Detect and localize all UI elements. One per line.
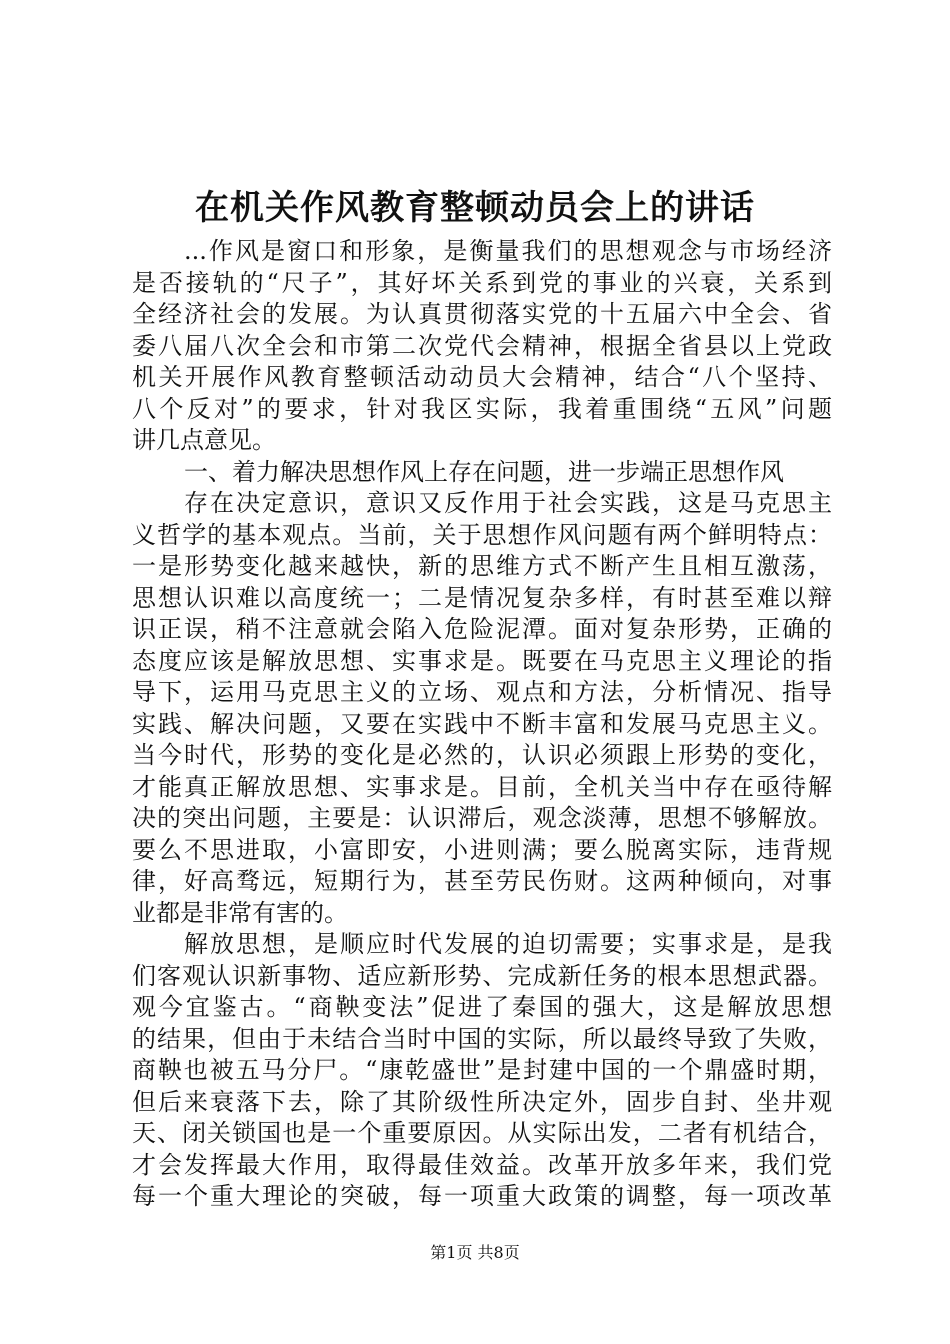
document-body	[132, 236, 832, 1213]
body-line: 思想认识难以高度统一；二是情况复杂多样，有时甚至难以辩	[132, 583, 832, 612]
body-line: 律，好高骛远，短期行为，甚至劳民伤财。这两种倾向，对事	[132, 867, 832, 895]
body-line: 商鞅也被五马分尸。“康乾盛世”是封建中国的一个鼎盛时期，	[132, 1056, 832, 1084]
section-heading: 一、着力解决思想作风上存在问题，进一步端正思想作风	[184, 457, 784, 486]
body-line: 要么不思进取，小富即安，小进则满；要么脱离实际，违背规	[132, 835, 832, 864]
body-line: 实践、解决问题，又要在实践中不断丰富和发展马克思主义。	[132, 709, 832, 738]
body-line: 才会发挥最大作用，取得最佳效益。改革开放多年来，我们党	[132, 1150, 832, 1179]
body-line: 每一个重大理论的突破，每一项重大政策的调整，每一项改革	[132, 1182, 832, 1210]
body-line: 态度应该是解放思想、实事求是。既要在马克思主义理论的指	[132, 646, 832, 675]
body-line: 天、闭关锁国也是一个重要原因。从实际出发，二者有机结合，	[132, 1119, 832, 1147]
body-line: 全经济社会的发展。为认真贯彻落实党的十五届六中全会、省	[132, 300, 832, 328]
body-line: 观今宜鉴古。“商鞅变法”促进了秦国的强大，这是解放思想	[132, 993, 832, 1021]
body-line: 讲几点意见。	[132, 426, 276, 454]
body-line: 八个反对”的要求，针对我区实际，我着重围绕“五风”问题	[132, 394, 832, 423]
body-line: 导下，运用马克思主义的立场、观点和方法，分析情况、指导	[132, 678, 832, 706]
body-line: 才能真正解放思想、实事求是。目前，全机关当中存在亟待解	[132, 772, 832, 801]
body-line: 解放思想，是顺应时代发展的迫切需要；实事求是，是我	[184, 930, 832, 958]
body-line: 业都是非常有害的。	[132, 898, 348, 927]
page-number-footer: 第1页 共8页	[430, 1243, 520, 1262]
body-line: 义哲学的基本观点。当前，关于思想作风问题有两个鲜明特点：	[132, 520, 832, 549]
body-line: 决的突出问题，主要是：认识滞后，观念淡薄，思想不够解放。	[132, 804, 832, 832]
body-line: 但后来衰落下去，除了其阶级性所决定外，固步自封、坐井观	[132, 1087, 832, 1116]
body-line: 存在决定意识，意识又反作用于社会实践，这是马克思主	[184, 489, 832, 517]
document-title: 在机关作风教育整顿动员会上的讲话	[195, 188, 755, 228]
body-line: 识正误，稍不注意就会陷入危险泥潭。面对复杂形势，正确的	[132, 615, 832, 643]
body-line: 是否接轨的“尺子”，其好坏关系到党的事业的兴衰，关系到	[132, 268, 832, 297]
body-line: 们客观认识新事物、适应新形势、完成新任务的根本思想武器。	[132, 961, 832, 990]
body-line: 一是形势变化越来越快，新的思维方式不断产生且相互激荡，	[132, 552, 832, 580]
body-line: 委八届八次全会和市第二次党代会精神，根据全省县以上党政	[132, 331, 832, 360]
body-line: ...作风是窗口和形象，是衡量我们的思想观念与市场经济	[184, 237, 832, 265]
body-line: 机关开展作风教育整顿活动动员大会精神，结合“八个坚持、	[132, 363, 832, 391]
body-line: 的结果，但由于未结合当时中国的实际，所以最终导致了失败，	[132, 1024, 832, 1053]
body-line: 当今时代，形势的变化是必然的，认识必须跟上形势的变化，	[132, 741, 832, 769]
